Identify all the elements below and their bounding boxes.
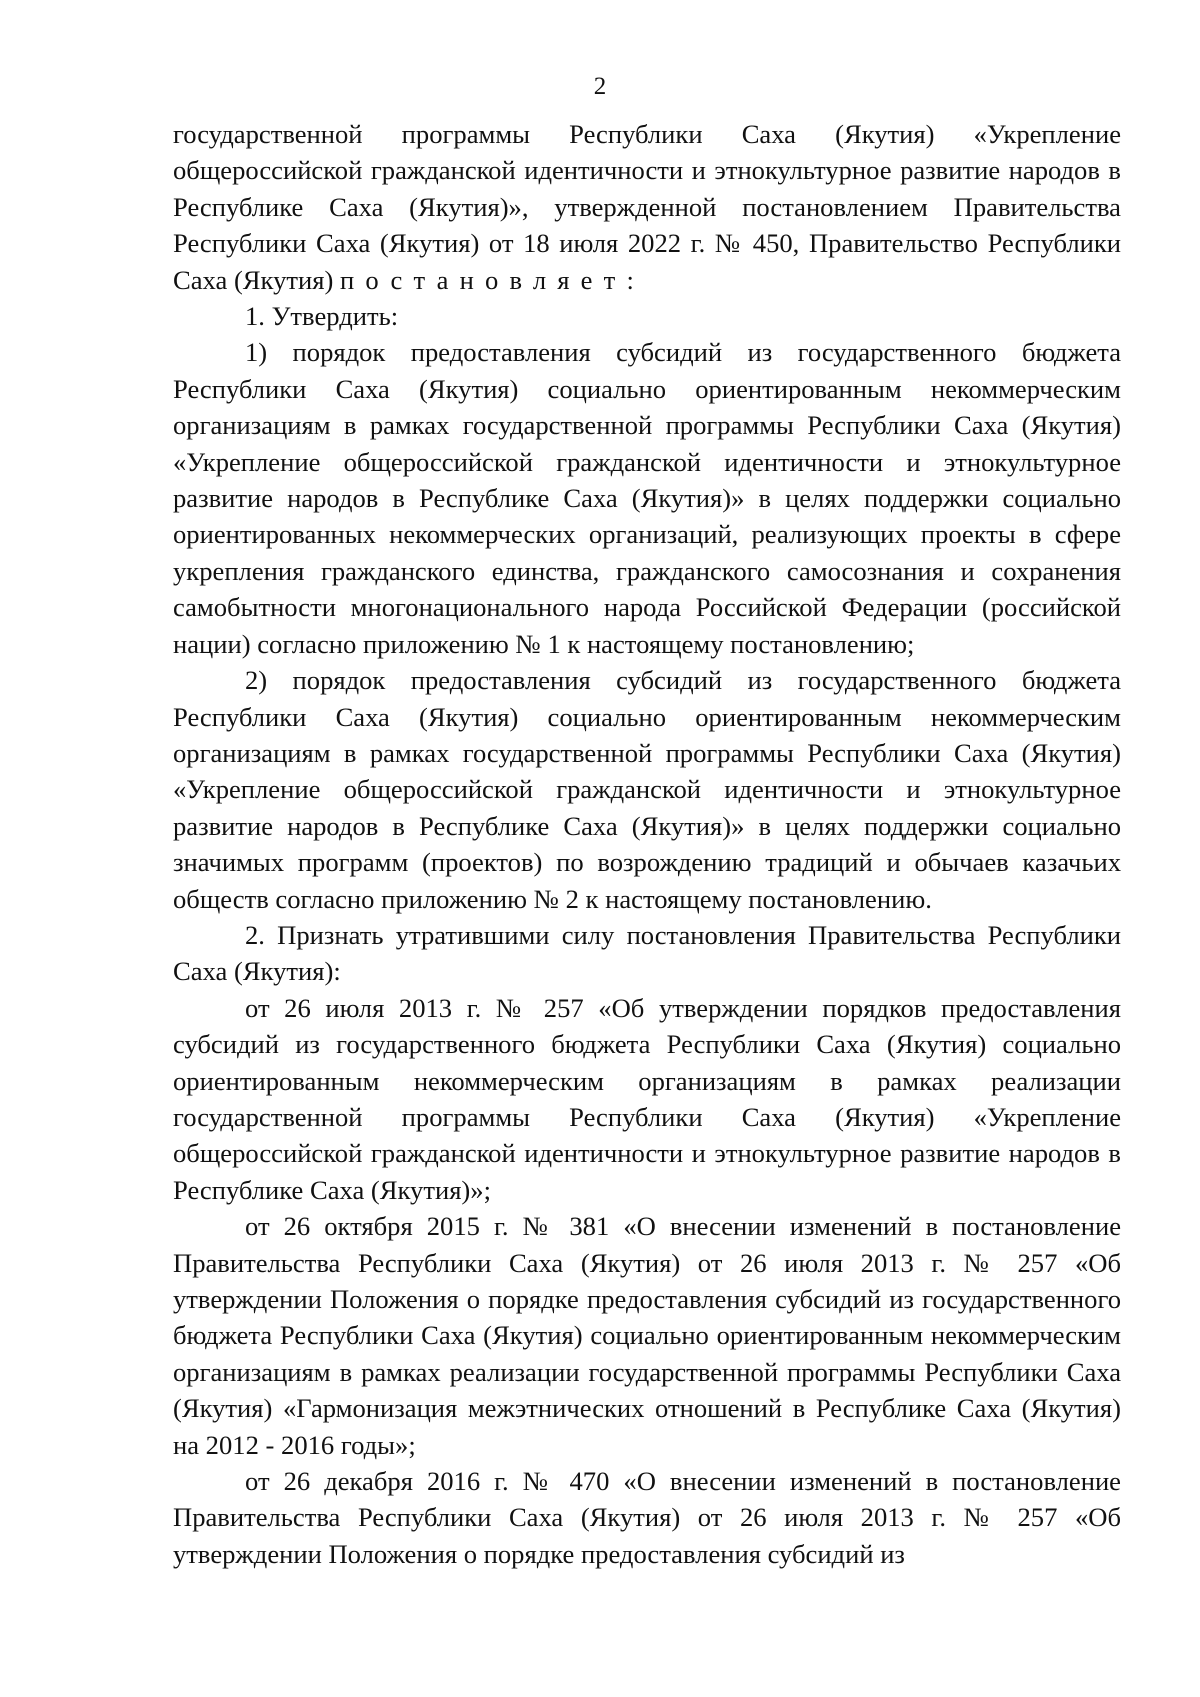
paragraph-preamble bbox=[173, 116, 1121, 298]
paragraph-item-2: 2. Признать утратившими силу постановления Правительства Республики Саха (Якутия): bbox=[173, 919, 1121, 987]
paragraph-repeal-381: от 26 октября 2015 г. № 381 «О внесении изменений в постановление Правительства Республики Саха (Якутия) от 26 июля 2013 г. № 257 «Об утверждении Положения о порядке предоставления субсидий из государственного бюджета Республики Саха (Якутия) социально ориентированным некоммерческим организациям в рамках реализации государственной программы Республики Саха (Якутия) «Гармонизация межэтнических отношений в Республике Саха (Якутия) на 2012 - 2016 годы»; bbox=[173, 1211, 1121, 1460]
preamble-text: государственной программы Республики Саха (Якутия) «Укрепление общероссийской гражданской идентичности и этнокультурное развитие народов в Республике Саха (Якутия)», утвержденной постановлением Правительства Республики Саха (Якутия) от 18 июля 2022 г. № 450, Правительство Республики Саха (Якутия) bbox=[173, 119, 1121, 295]
document-body bbox=[173, 116, 1121, 1572]
paragraph-subitem-1: 1) порядок предоставления субсидий из государственного бюджета Республики Саха (Якутия) социально ориентированным некоммерческим организациям в рамках государственной программы Республики Саха (Якутия) «Укрепление общероссийской гражданской идентичности и этнокультурное развитие народов в Республике Саха (Якутия)» в целях поддержки социально ориентированных некоммерческих организаций, реализующих проекты в сфере укрепления гражданского единства, гражданского самосознания и сохранения самобытности многонационального народа Российской Федерации (российской нации) согласно приложению № 1 к настоящему постановлению; bbox=[173, 337, 1121, 659]
preamble-suffix: : bbox=[626, 264, 634, 295]
paragraph-subitem-2: 2) порядок предоставления субсидий из государственного бюджета Республики Саха (Якутия) социально ориентированным некоммерческим организациям в рамках государственной программы Республики Саха (Якутия) «Укрепление общероссийской гражданской идентичности и этнокультурное развитие народов в Республике Саха (Якутия)» в целях поддержки социально значимых программ (проектов) по возрождению традиций и обычаев казачьих обществ согласно приложению № 2 к настоящему постановлению. bbox=[173, 665, 1121, 914]
paragraph-item-1: 1. Утвердить: bbox=[245, 301, 399, 332]
paragraph-repeal-470: от 26 декабря 2016 г. № 470 «О внесении изменений в постановление Правительства Республики Саха (Якутия) от 26 июля 2013 г. № 257 «Об утверждении Положения о порядке предоставления субсидий из bbox=[173, 1466, 1121, 1569]
paragraph-repeal-257: от 26 июля 2013 г. № 257 «Об утверждении порядков предоставления субсидий из государственного бюджета Республики Саха (Якутия) социально ориентированным некоммерческим организациям в рамках реализации государственной программы Республики Саха (Якутия) «Укрепление общероссийской гражданской идентичности и этнокультурное развитие народов в Республике Саха (Якутия)»; bbox=[173, 992, 1121, 1205]
page-number: 2 bbox=[593, 73, 607, 100]
operative-word: постановляет bbox=[339, 264, 627, 295]
